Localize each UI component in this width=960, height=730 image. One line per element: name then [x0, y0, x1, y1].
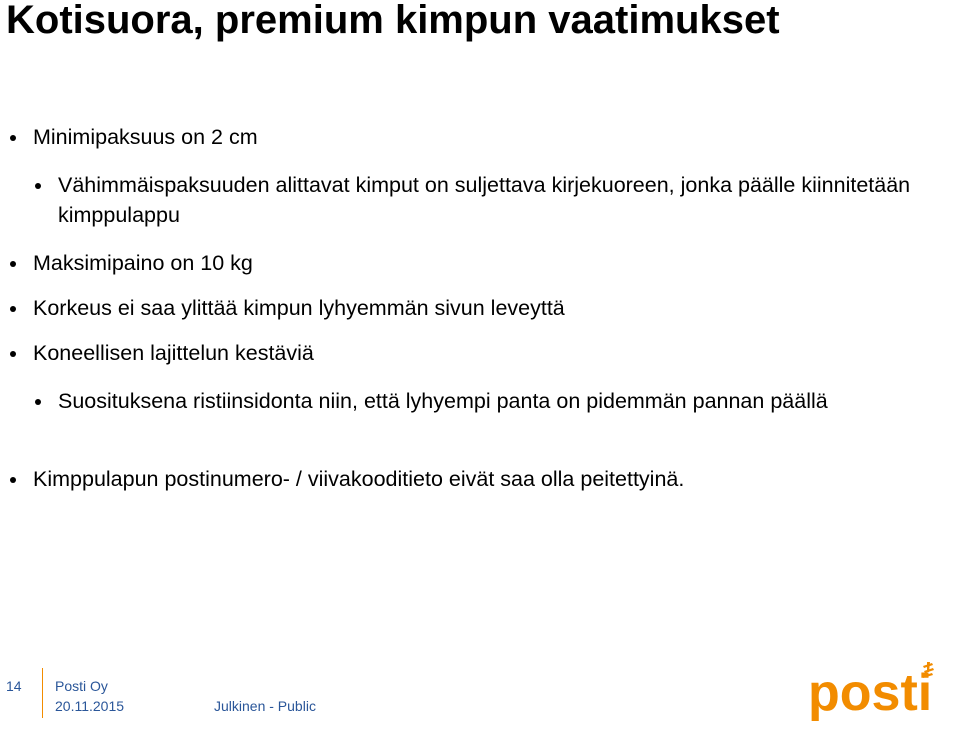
- bullet-dot: [35, 399, 41, 405]
- bullet-text: Minimipaksuus on 2 cm: [33, 125, 258, 149]
- bullet-item: [33, 122, 953, 152]
- page-number: 14: [6, 678, 22, 694]
- bullet-dot: [10, 351, 16, 357]
- bullet-dot: [10, 261, 16, 267]
- footer-divider: [42, 668, 43, 718]
- bullet-item: [33, 248, 953, 278]
- bullet-text: Kimppulapun postinumero- / viivakooditieto eivät saa olla peitettyinä.: [33, 467, 685, 491]
- bullet-text: Koneellisen lajittelun kestäviä: [33, 341, 314, 365]
- posti-logo: [806, 660, 946, 726]
- bullet-item: [33, 293, 953, 323]
- bullet-text: Suosituksena ristiinsidonta niin, että lyhyempi panta on pidemmän pannan päällä: [58, 389, 828, 413]
- bullet-text: Maksimipaino on 10 kg: [33, 251, 253, 275]
- bullet-text: Korkeus ei saa ylittää kimpun lyhyemmän sivun leveyttä: [33, 296, 565, 320]
- bullet-item: [33, 464, 953, 494]
- bullet-dot: [10, 477, 16, 483]
- bullet-dot: [10, 306, 16, 312]
- company-name: Posti Oy: [55, 678, 108, 694]
- bullet-item: [33, 338, 953, 368]
- sub-bullet-item: [58, 170, 948, 230]
- footer-date: 20.11.2015: [55, 698, 125, 714]
- bullet-dot: [35, 183, 41, 189]
- sub-bullet-item: [58, 386, 948, 416]
- slide-title: Kotisuora, premium kimpun vaatimukset: [6, 0, 780, 42]
- bullet-text: Vähimmäispaksuuden alittavat kimput on suljettava kirjekuoreen, jonka päälle kiinnitetään kimppulappu: [58, 173, 911, 227]
- logo-wordmark: posti: [808, 664, 933, 722]
- classification-label: Julkinen - Public: [214, 698, 316, 714]
- bullet-dot: [10, 135, 16, 141]
